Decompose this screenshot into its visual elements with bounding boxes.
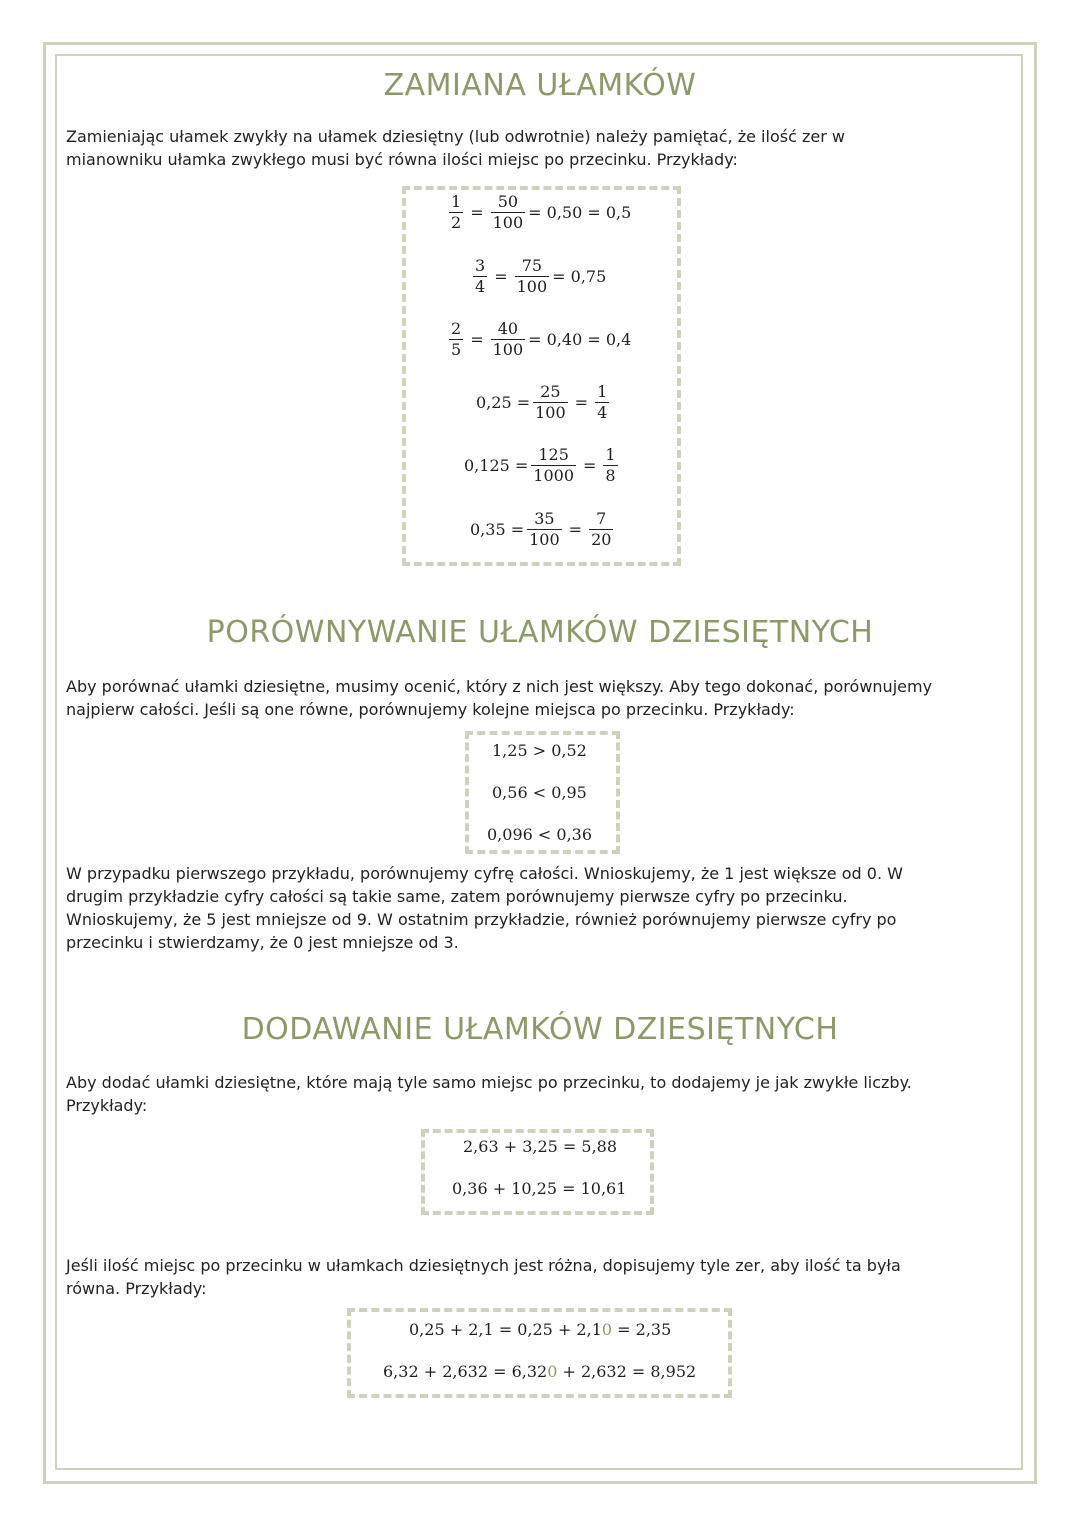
equation-part: = 2,35: [612, 1320, 672, 1339]
fraction: [473, 256, 487, 297]
fraction: [589, 509, 613, 550]
added-zero: 0: [601, 1320, 613, 1339]
equation-part: 6,32 + 2,632 = 6,32: [383, 1362, 548, 1381]
fraction: [527, 509, 562, 550]
conversion-example-6: 0,35 = $\frac{35}{100}$ = $\frac{7}{20}$: [470, 509, 612, 549]
addition-example-1: 2,63 + 3,25 = 5,88: [463, 1137, 618, 1156]
addition-different-line2: równa. Przykłady:: [66, 1279, 207, 1298]
conversion-example-5: 0,125 = $\frac{125}{1000}$ = $\frac{1}{8}$: [464, 445, 616, 485]
denominator: 4: [475, 277, 486, 296]
fraction: [449, 319, 463, 360]
comparison-example-3: 0,096 < 0,36: [487, 825, 593, 844]
numerator: 35: [534, 509, 555, 528]
added-zero: 0: [547, 1362, 558, 1381]
comparison-explanation-line4: przecinku i stwierdzamy, że 0 jest mniejsze od 3.: [66, 933, 459, 952]
denominator: 100: [492, 340, 524, 359]
result: = 0,40 = 0,4: [528, 330, 632, 349]
fraction: [491, 319, 526, 360]
section-title-comparison: PORÓWNYWANIE UŁAMKÓW DZIESIĘTNYCH: [206, 615, 874, 650]
numerator: 7: [596, 509, 607, 528]
denominator: 4: [597, 403, 608, 422]
numerator: 1: [451, 192, 462, 211]
numerator: 40: [497, 319, 519, 338]
numerator: 50: [497, 192, 519, 211]
section-title-conversion: ZAMIANA UŁAMKÓW: [383, 68, 697, 103]
conversion-example-2: $\frac{3}{4}$ = $\frac{75}{100}$ = 0,75: [475, 256, 607, 296]
conversion-example-3: $\frac{2}{5}$ = $\frac{40}{100}$ = 0,40 = 0,4: [451, 319, 632, 359]
denominator: 8: [605, 466, 616, 485]
fraction: [449, 192, 463, 233]
conversion-example-1: $\frac{1}{2}$ = $\frac{50}{100}$ = 0,50 = 0,5: [451, 192, 632, 232]
result: = 0,75: [552, 267, 607, 286]
numerator: 1: [605, 445, 616, 464]
numerator: 125: [538, 445, 569, 464]
denominator: 1000: [533, 466, 575, 485]
comparison-example-2: 0,56 < 0,95: [492, 783, 587, 802]
denominator: 100: [492, 213, 524, 232]
fraction: [491, 192, 526, 233]
comparison-example-1: 1,25 > 0,52: [492, 741, 587, 760]
numerator: 1: [597, 382, 608, 401]
addition-example-2: 0,36 + 10,25 = 10,61: [452, 1179, 627, 1198]
comparison-intro-line2: najpierw całości. Jeśli są one równe, porównujemy kolejne miejsca po przecinku. Przykłady:: [66, 700, 795, 719]
addition-intro: [66, 1071, 1016, 1117]
addition-intro-line2: Przykłady:: [66, 1096, 148, 1115]
result: = 0,50 = 0,5: [528, 203, 632, 222]
conversion-intro-line1: Zamieniając ułamek zwykły na ułamek dziesiętny (lub odwrotnie) należy pamiętać, że ilość zer w: [66, 127, 845, 146]
conversion-intro: [66, 125, 1016, 171]
comparison-explanation-line3: Wnioskujemy, że 5 jest mniejsze od 9. W ostatnim przykładzie, również porównujemy pierwsze cyfry po: [66, 910, 897, 929]
addition-different-example-2: [383, 1362, 696, 1381]
comparison-explanation: [66, 862, 1016, 954]
denominator: 100: [529, 530, 560, 549]
section-title-addition: DODAWANIE UŁAMKÓW DZIESIĘTNYCH: [241, 1012, 839, 1047]
addition-different-intro: [66, 1254, 1016, 1300]
decimal-value: 0,25 =: [476, 393, 531, 412]
comparison-explanation-line2: drugim przykładzie cyfry całości są takie same, zatem porównujemy pierwsze cyfry po przecinku.: [66, 887, 848, 906]
equation-part: + 2,632 = 8,952: [557, 1362, 697, 1381]
comparison-intro-line1: Aby porównać ułamki dziesiętne, musimy ocenić, który z nich jest większy. Aby tego dokonać, porównujemy: [66, 677, 933, 696]
fraction: [533, 382, 568, 423]
numerator: 75: [521, 256, 543, 275]
addition-intro-line1: Aby dodać ułamki dziesiętne, które mają tyle samo miejsc po przecinku, to dodajemy je jak zwykłe liczby.: [66, 1073, 912, 1092]
fraction: [531, 445, 576, 486]
denominator: 100: [535, 403, 566, 422]
conversion-intro-line2: mianowniku ułamka zwykłego musi być równa ilości miejsc po przecinku. Przykłady:: [66, 150, 738, 169]
fraction: [515, 256, 550, 297]
fraction: [603, 445, 617, 486]
addition-different-example-1: [409, 1320, 671, 1339]
denominator: 5: [451, 340, 462, 359]
decimal-value: 0,35 =: [470, 520, 525, 539]
denominator: 2: [451, 213, 462, 232]
comparison-explanation-line1: W przypadku pierwszego przykładu, porównujemy cyfrę całości. Wnioskujemy, że 1 jest większe od 0. W: [66, 864, 903, 883]
conversion-example-4: 0,25 = $\frac{25}{100}$ = $\frac{1}{4}$: [476, 382, 608, 422]
equation-part: 0,25 + 2,1 = 0,25 + 2,1: [409, 1320, 602, 1339]
numerator: 3: [475, 256, 486, 275]
numerator: 2: [451, 319, 462, 338]
denominator: 20: [591, 530, 612, 549]
fraction: [595, 382, 609, 423]
addition-different-line1: Jeśli ilość miejsc po przecinku w ułamkach dziesiętnych jest różna, dopisujemy tyle zer, aby ilość ta była: [66, 1256, 901, 1275]
numerator: 25: [540, 382, 561, 401]
denominator: 100: [516, 277, 548, 296]
decimal-value: 0,125 =: [464, 456, 529, 475]
comparison-intro: [66, 675, 1016, 721]
